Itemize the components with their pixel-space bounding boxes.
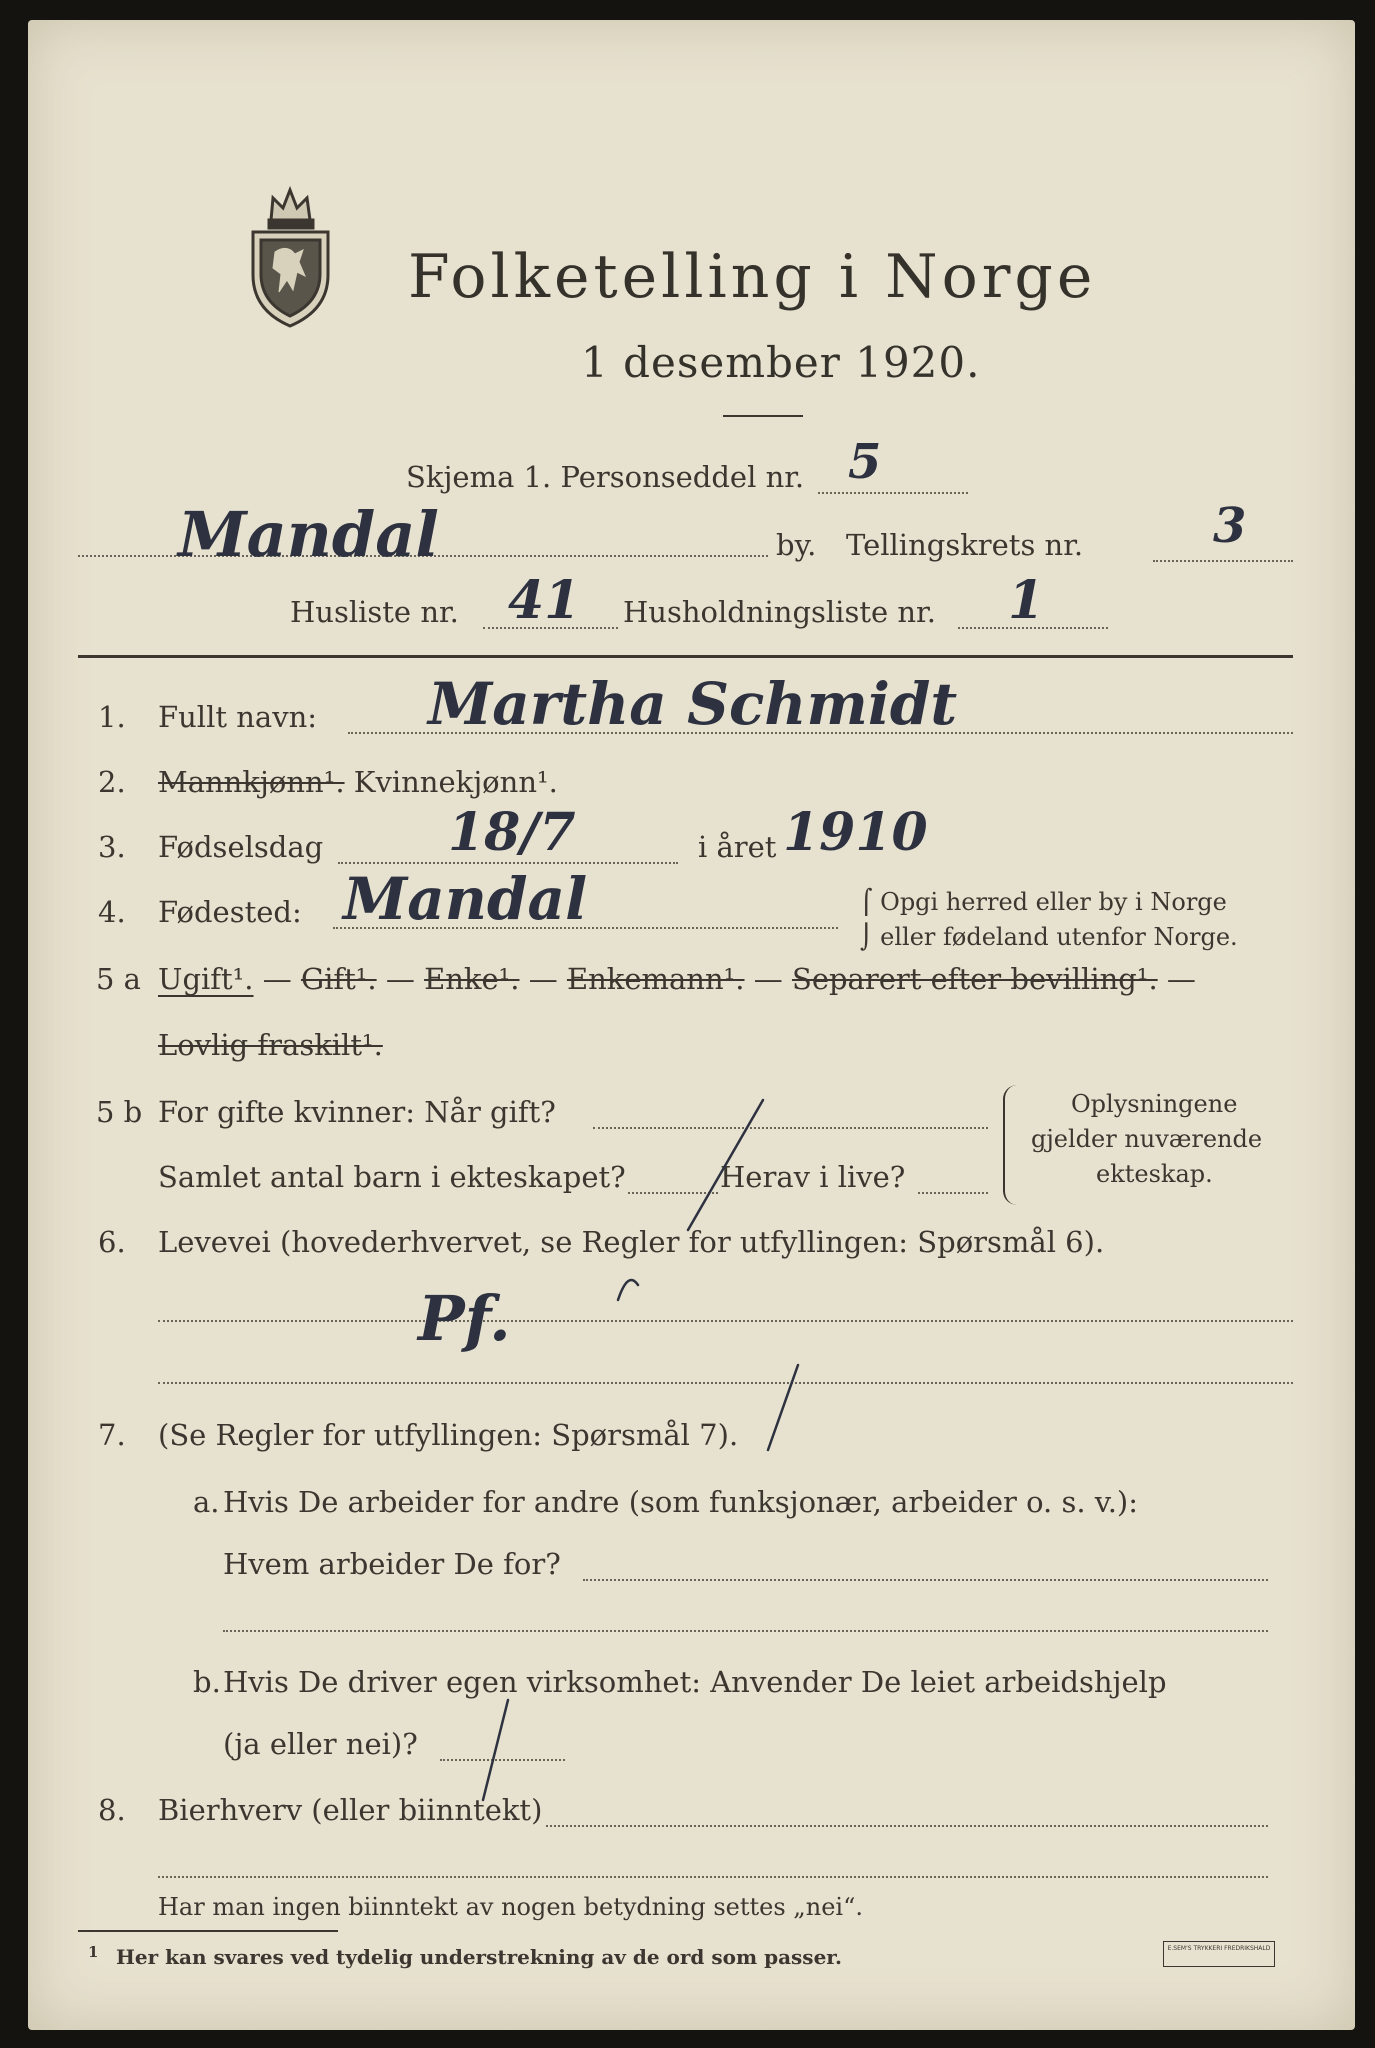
q1-label: Fullt navn: — [158, 700, 318, 734]
footnote-text: Her kan svares ved tydelig understrekning av de ord som passer. — [116, 1945, 842, 1969]
schema-label: Skjema 1. Personseddel nr. — [406, 460, 805, 494]
dash: — — [385, 962, 415, 996]
birthplace-note-line1: ⌠ Opgi herred eller by i Norge — [860, 888, 1227, 916]
dash: — — [753, 962, 783, 996]
birthplace-note-line2: ⌡ eller fødeland utenfor Norge. — [860, 923, 1238, 951]
census-date: 1 desember 1920. — [581, 338, 981, 387]
marital-gift-option[interactable]: Gift¹. — [300, 962, 377, 996]
tellingskrets-label: Tellingskrets nr. — [846, 528, 1084, 562]
tellingskrets-value: 3 — [1213, 498, 1247, 554]
marital-fraskilt-option[interactable]: Lovlig fraskilt¹. — [158, 1028, 383, 1062]
occupation-value: Pf. — [418, 1282, 511, 1355]
husliste-label: Husliste nr. — [290, 595, 459, 629]
q8-number: 8. — [98, 1793, 126, 1827]
birthdate-value: 18/7 — [448, 802, 576, 863]
q3-label: Fødselsdag — [158, 830, 324, 864]
q5b-note-line1: Oplysningene — [1071, 1090, 1238, 1118]
marital-enke-option[interactable]: Enke¹. — [424, 962, 520, 996]
q7-number: 7. — [98, 1418, 126, 1452]
q5a-number: 5 a — [96, 962, 141, 996]
q7b-line1: Hvis De driver egen virksomhet: Anvender De leiet arbeidshjelp — [223, 1665, 1167, 1699]
schema-number-value: 5 — [848, 434, 882, 490]
dash: — — [528, 962, 558, 996]
footnote-mark: 1 — [88, 1943, 99, 1961]
q7a-letter: a. — [193, 1485, 220, 1519]
birth-year-label: i året — [698, 830, 777, 864]
marital-ugift-option[interactable]: Ugift¹. — [158, 962, 254, 996]
dash: — — [1166, 962, 1196, 996]
q2-number: 2. — [98, 765, 126, 799]
q5b-when-married-label: For gifte kvinner: Når gift? — [158, 1095, 556, 1129]
q7b-letter: b. — [193, 1665, 221, 1699]
marital-enkemann-option[interactable]: Enkemann¹. — [566, 962, 745, 996]
marital-separert-option[interactable]: Separert efter bevilling¹. — [791, 962, 1158, 996]
husliste-value: 41 — [508, 570, 581, 631]
q1-number: 1. — [98, 700, 126, 734]
husholdning-value: 1 — [1008, 570, 1045, 631]
q6-label: Levevei (hovederhvervet, se Regler for utfyllingen: Spørsmål 6). — [158, 1225, 1105, 1259]
q5b-note-line3: ekteskap. — [1096, 1160, 1213, 1188]
q5b-number: 5 b — [96, 1095, 143, 1129]
q5b-alive-label: Herav i live? — [720, 1160, 906, 1194]
q7b-line2: (ja eller nei)? — [223, 1727, 418, 1761]
q4-number: 4. — [98, 895, 126, 929]
q5b-note-line2: gjelder nuværende — [1031, 1125, 1263, 1153]
q7a-line2: Hvem arbeider De for? — [223, 1547, 561, 1581]
dash: — — [262, 962, 292, 996]
page-title: Folketelling i Norge — [408, 242, 1097, 312]
husholdning-label: Husholdningsliste nr. — [623, 595, 936, 629]
q7-label: (Se Regler for utfyllingen: Spørsmål 7). — [158, 1418, 739, 1452]
by-label: by. — [776, 528, 817, 562]
q6-number: 6. — [98, 1225, 126, 1259]
q4-label: Fødested: — [158, 895, 302, 929]
q8-label: Bierhverv (eller biinntekt) — [158, 1793, 543, 1827]
q7a-line1: Hvis De arbeider for andre (som funksjonær, arbeider o. s. v.): — [223, 1485, 1139, 1519]
pen-strokes — [28, 20, 1355, 2030]
birth-year-value: 1910 — [783, 802, 928, 863]
census-form-sheet — [28, 20, 1355, 2030]
side-income-note: Har man ingen biinntekt av nogen betydning settes „nei“. — [158, 1893, 863, 1921]
printer-stamp-text: E.SEM'S TRYKKERI FREDRIKSHALD — [1167, 1945, 1271, 1952]
q3-number: 3. — [98, 830, 126, 864]
gender-female-option[interactable]: Kvinnekjønn¹. — [353, 765, 558, 799]
q5b-children-label: Samlet antal barn i ekteskapet? — [158, 1160, 626, 1194]
birthplace-value: Mandal — [343, 865, 588, 933]
full-name-value: Martha Schmidt — [428, 670, 958, 738]
by-value: Mandal — [178, 498, 439, 571]
gender-male-option[interactable]: Mannkjønn¹. — [158, 765, 345, 799]
